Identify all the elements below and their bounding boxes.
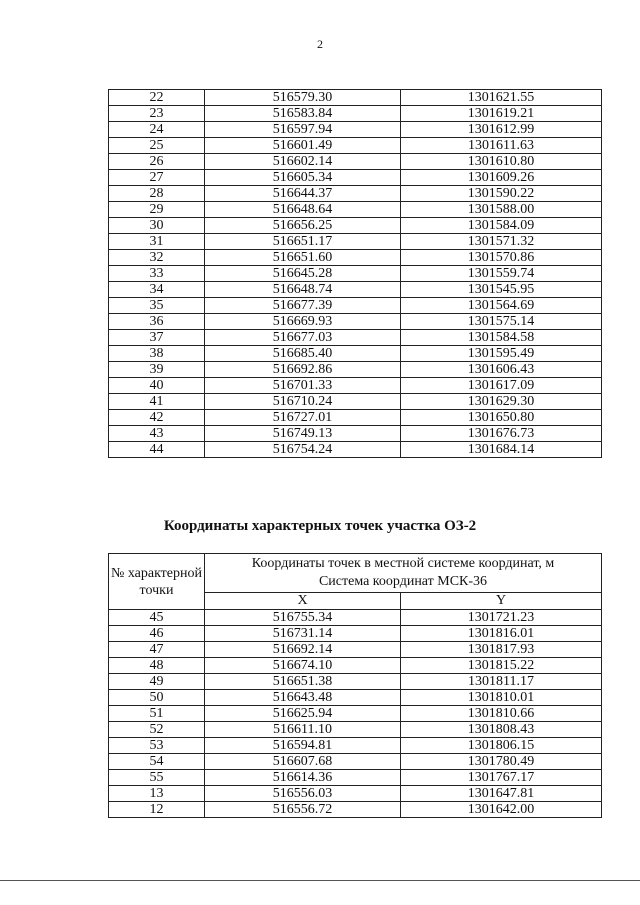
y-coordinate-cell: 1301590.22: [401, 186, 602, 202]
y-coordinate-cell: 1301612.99: [401, 122, 602, 138]
x-coordinate-cell: 516701.33: [205, 378, 401, 394]
x-coordinate-cell: 516656.25: [205, 218, 401, 234]
x-coordinate-cell: 516602.14: [205, 154, 401, 170]
y-coordinate-cell: 1301647.81: [401, 786, 602, 802]
y-coordinate-cell: 1301721.23: [401, 610, 602, 626]
point-number-cell: 48: [109, 658, 205, 674]
table-row: [109, 610, 602, 626]
point-number-cell: 35: [109, 298, 205, 314]
section-title: Координаты характерных точек участка ОЗ-2: [163, 518, 477, 534]
coordinates-table-body: [109, 610, 602, 818]
point-number-cell: 51: [109, 706, 205, 722]
x-coordinate-cell: 516625.94: [205, 706, 401, 722]
coordinates-table-oz2: [108, 553, 602, 818]
y-coordinate-cell: 1301629.30: [401, 394, 602, 410]
x-coordinate-cell: 516648.74: [205, 282, 401, 298]
table-row: [109, 754, 602, 770]
table-row: [109, 786, 602, 802]
x-coordinate-cell: 516710.24: [205, 394, 401, 410]
table-row: [109, 626, 602, 642]
point-number-cell: 36: [109, 314, 205, 330]
y-coordinate-cell: 1301817.93: [401, 642, 602, 658]
x-coordinate-cell: 516651.38: [205, 674, 401, 690]
x-coordinate-cell: 516674.10: [205, 658, 401, 674]
table-row: [109, 738, 602, 754]
y-coordinate-cell: 1301806.15: [401, 738, 602, 754]
point-number-cell: 26: [109, 154, 205, 170]
x-coordinate-cell: 516644.37: [205, 186, 401, 202]
y-coordinate-cell: 1301595.49: [401, 346, 602, 362]
point-number-cell: 23: [109, 106, 205, 122]
x-coordinate-cell: 516611.10: [205, 722, 401, 738]
y-coordinate-cell: 1301816.01: [401, 626, 602, 642]
table-row: [109, 138, 602, 154]
point-number-cell: 49: [109, 674, 205, 690]
table-row: [109, 282, 602, 298]
y-coordinate-cell: 1301570.86: [401, 250, 602, 266]
table-row: [109, 122, 602, 138]
table-row: [109, 186, 602, 202]
table-row: [109, 658, 602, 674]
y-coordinate-cell: 1301611.63: [401, 138, 602, 154]
table-row: [109, 218, 602, 234]
header-coordinates-line1: Координаты точек в местной системе координат, м: [251, 556, 555, 571]
x-coordinate-cell: 516669.93: [205, 314, 401, 330]
table-row: [109, 378, 602, 394]
x-coordinate-cell: 516556.03: [205, 786, 401, 802]
y-coordinate-cell: 1301619.21: [401, 106, 602, 122]
x-coordinate-cell: 516597.94: [205, 122, 401, 138]
x-coordinate-cell: 516601.49: [205, 138, 401, 154]
y-coordinate-cell: 1301610.80: [401, 154, 602, 170]
point-number-cell: 46: [109, 626, 205, 642]
table-row: [109, 394, 602, 410]
header-y: Y: [401, 593, 602, 610]
y-coordinate-cell: 1301621.55: [401, 90, 602, 106]
point-number-cell: 41: [109, 394, 205, 410]
x-coordinate-cell: 516594.81: [205, 738, 401, 754]
x-coordinate-cell: 516677.03: [205, 330, 401, 346]
x-coordinate-cell: 516692.14: [205, 642, 401, 658]
point-number-cell: 42: [109, 410, 205, 426]
y-coordinate-cell: 1301780.49: [401, 754, 602, 770]
x-coordinate-cell: 516579.30: [205, 90, 401, 106]
x-coordinate-cell: 516607.68: [205, 754, 401, 770]
y-coordinate-cell: 1301676.73: [401, 426, 602, 442]
table-row: [109, 642, 602, 658]
x-coordinate-cell: 516755.34: [205, 610, 401, 626]
header-coordinates: [205, 554, 602, 593]
point-number-cell: 12: [109, 802, 205, 818]
x-coordinate-cell: 516754.24: [205, 442, 401, 458]
y-coordinate-cell: 1301584.09: [401, 218, 602, 234]
x-coordinate-cell: 516727.01: [205, 410, 401, 426]
point-number-cell: 22: [109, 90, 205, 106]
table-row: [109, 234, 602, 250]
y-coordinate-cell: 1301609.26: [401, 170, 602, 186]
table-row: [109, 106, 602, 122]
page-number: 2: [317, 37, 323, 51]
y-coordinate-cell: 1301642.00: [401, 802, 602, 818]
point-number-cell: 13: [109, 786, 205, 802]
table-row: [109, 314, 602, 330]
point-number-cell: 54: [109, 754, 205, 770]
y-coordinate-cell: 1301564.69: [401, 298, 602, 314]
point-number-cell: 38: [109, 346, 205, 362]
point-number-cell: 44: [109, 442, 205, 458]
table-row: [109, 690, 602, 706]
point-number-cell: 27: [109, 170, 205, 186]
y-coordinate-cell: 1301571.32: [401, 234, 602, 250]
coordinates-table-continued: [108, 89, 602, 458]
y-coordinate-cell: 1301810.01: [401, 690, 602, 706]
point-number-cell: 50: [109, 690, 205, 706]
y-coordinate-cell: 1301810.66: [401, 706, 602, 722]
y-coordinate-cell: 1301767.17: [401, 770, 602, 786]
table-row: [109, 722, 602, 738]
table-row: [109, 202, 602, 218]
point-number-cell: 29: [109, 202, 205, 218]
table-row: [109, 674, 602, 690]
y-coordinate-cell: 1301606.43: [401, 362, 602, 378]
table-row: [109, 770, 602, 786]
header-point-number: № характерной точки: [109, 554, 205, 610]
point-number-cell: 47: [109, 642, 205, 658]
y-coordinate-cell: 1301588.00: [401, 202, 602, 218]
y-coordinate-cell: 1301559.74: [401, 266, 602, 282]
y-coordinate-cell: 1301584.58: [401, 330, 602, 346]
point-number-cell: 31: [109, 234, 205, 250]
y-coordinate-cell: 1301650.80: [401, 410, 602, 426]
footer-divider: [0, 880, 640, 881]
x-coordinate-cell: 516648.64: [205, 202, 401, 218]
table-row: [109, 90, 602, 106]
x-coordinate-cell: 516731.14: [205, 626, 401, 642]
point-number-cell: 24: [109, 122, 205, 138]
header-x: X: [205, 593, 401, 610]
x-coordinate-cell: 516643.48: [205, 690, 401, 706]
point-number-cell: 39: [109, 362, 205, 378]
y-coordinate-cell: 1301684.14: [401, 442, 602, 458]
point-number-cell: 28: [109, 186, 205, 202]
point-number-cell: 43: [109, 426, 205, 442]
table-row: [109, 154, 602, 170]
x-coordinate-cell: 516645.28: [205, 266, 401, 282]
table-row: [109, 170, 602, 186]
y-coordinate-cell: 1301811.17: [401, 674, 602, 690]
header-coordinates-line2: Система координат МСК-36: [318, 574, 488, 589]
y-coordinate-cell: 1301545.95: [401, 282, 602, 298]
table-row: [109, 298, 602, 314]
y-coordinate-cell: 1301808.43: [401, 722, 602, 738]
point-number-cell: 52: [109, 722, 205, 738]
point-number-cell: 25: [109, 138, 205, 154]
point-number-cell: 45: [109, 610, 205, 626]
point-number-cell: 55: [109, 770, 205, 786]
x-coordinate-cell: 516651.60: [205, 250, 401, 266]
point-number-cell: 37: [109, 330, 205, 346]
x-coordinate-cell: 516614.36: [205, 770, 401, 786]
x-coordinate-cell: 516677.39: [205, 298, 401, 314]
point-number-cell: 34: [109, 282, 205, 298]
x-coordinate-cell: 516605.34: [205, 170, 401, 186]
point-number-cell: 53: [109, 738, 205, 754]
table-row: [109, 330, 602, 346]
y-coordinate-cell: 1301617.09: [401, 378, 602, 394]
table-row: [109, 802, 602, 818]
point-number-cell: 30: [109, 218, 205, 234]
y-coordinate-cell: 1301815.22: [401, 658, 602, 674]
table-row: [109, 410, 602, 426]
table-row: [109, 266, 602, 282]
y-coordinate-cell: 1301575.14: [401, 314, 602, 330]
table-row: [109, 442, 602, 458]
point-number-cell: 33: [109, 266, 205, 282]
x-coordinate-cell: 516651.17: [205, 234, 401, 250]
x-coordinate-cell: 516749.13: [205, 426, 401, 442]
table-row: [109, 706, 602, 722]
x-coordinate-cell: 516556.72: [205, 802, 401, 818]
x-coordinate-cell: 516685.40: [205, 346, 401, 362]
table-row: [109, 426, 602, 442]
point-number-cell: 40: [109, 378, 205, 394]
table-row: [109, 250, 602, 266]
x-coordinate-cell: 516692.86: [205, 362, 401, 378]
x-coordinate-cell: 516583.84: [205, 106, 401, 122]
point-number-cell: 32: [109, 250, 205, 266]
coordinates-table-body: [109, 90, 602, 458]
table-row: [109, 362, 602, 378]
table-row: [109, 346, 602, 362]
